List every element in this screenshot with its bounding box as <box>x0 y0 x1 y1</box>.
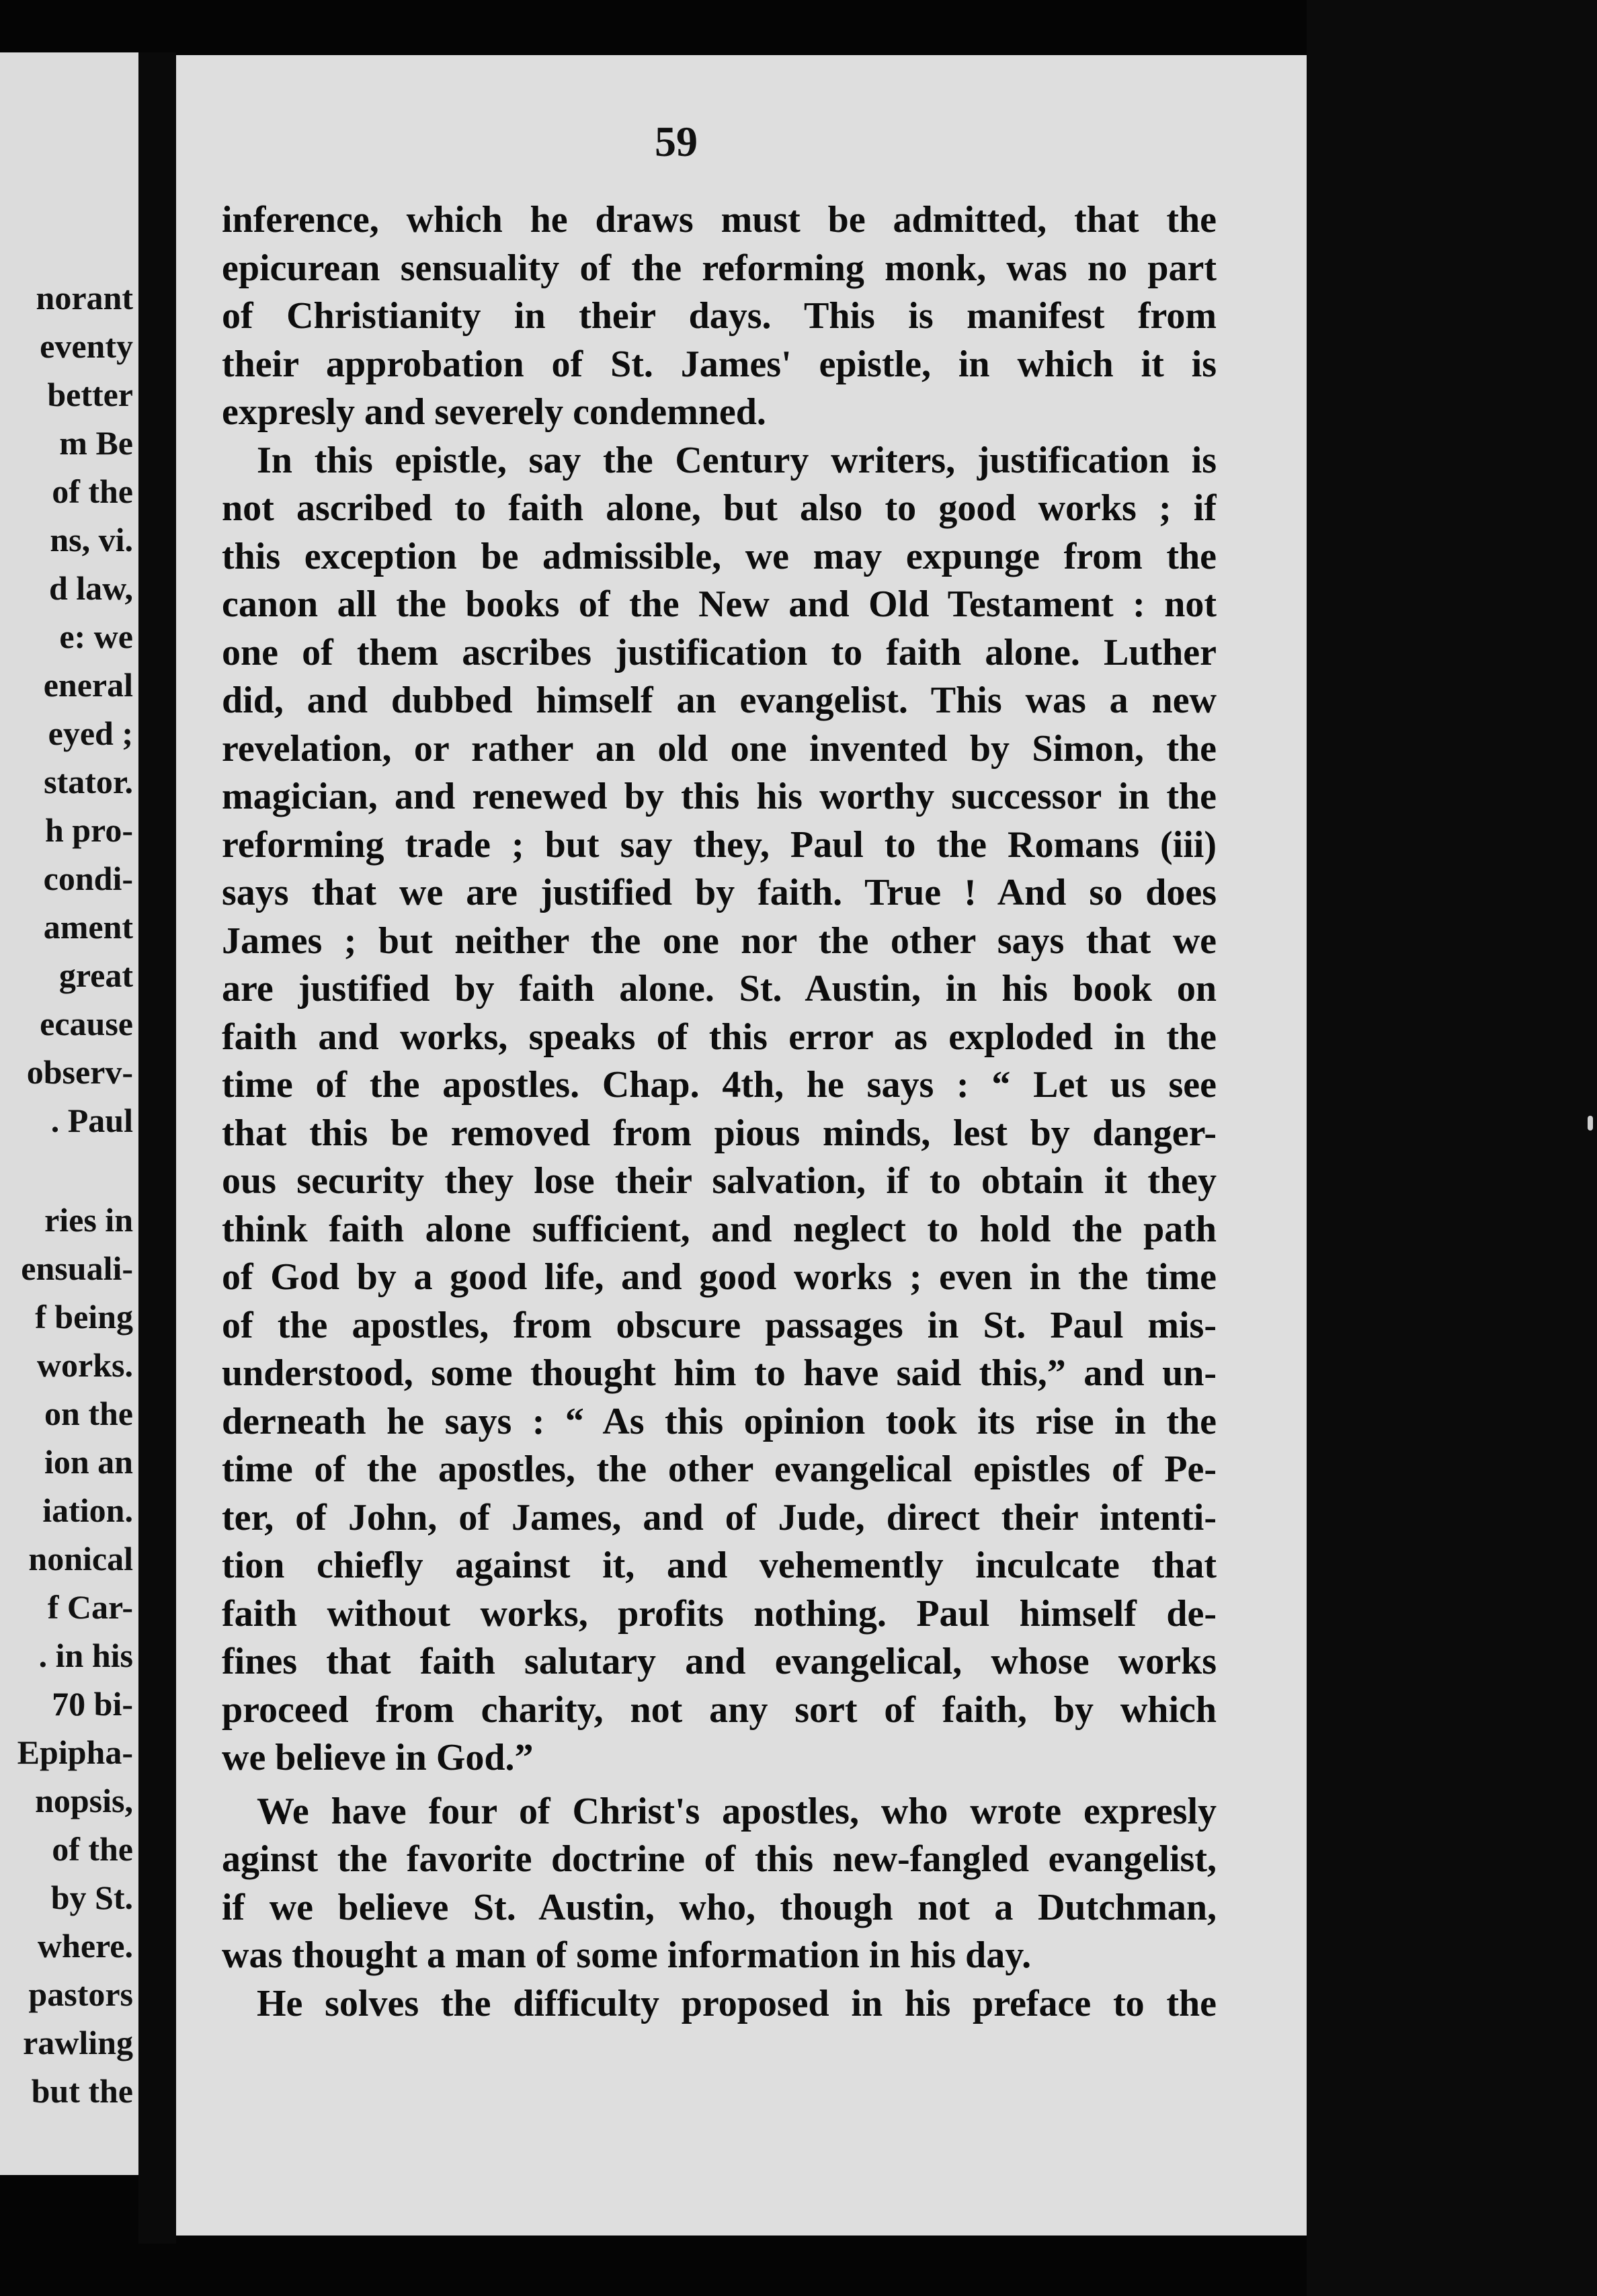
text-line: faith without works, profits nothing. Paul himself de- <box>222 1592 1217 1635</box>
left-page-line: d law, <box>48 569 133 607</box>
text-line: understood, some thought him to have said this,” and un- <box>222 1352 1217 1394</box>
text-line: was thought a man of some information in his day. <box>222 1934 1032 1976</box>
left-page-line: e: we <box>59 618 133 655</box>
left-page-line: m Be <box>59 424 133 462</box>
text-line: of the apostles, from obscure passages in St. Paul mis- <box>222 1304 1217 1346</box>
left-page-line: f Car- <box>47 1588 133 1626</box>
text-line: inference, which he draws must be admitted, that the <box>222 199 1217 241</box>
left-page-line: ries in <box>44 1201 133 1239</box>
left-facing-page <box>0 52 138 2175</box>
text-line: epicurean sensuality of the reforming monk, was no part <box>222 247 1217 289</box>
text-line: not ascribed to faith alone, but also to good works ; if <box>222 487 1217 529</box>
left-page-line: stator. <box>44 763 133 801</box>
left-page-line: pastors <box>28 1975 133 2013</box>
text-line: of God by a good life, and good works ; even in the time <box>222 1256 1217 1298</box>
text-line: of Christianity in their days. This is manifest from <box>222 295 1217 337</box>
text-line: revelation, or rather an old one invented by Simon, the <box>222 727 1217 770</box>
scan-speck <box>1588 1116 1593 1131</box>
text-line: In this epistle, say the Century writers, justification is <box>257 439 1217 481</box>
left-page-line: observ- <box>26 1053 133 1091</box>
left-page-line: ensuali- <box>21 1249 133 1287</box>
text-line: expresly and severely condemned. <box>222 391 766 433</box>
text-line: derneath he says : “ As this opinion took its rise in the <box>222 1400 1217 1442</box>
left-page-line: eyed ; <box>48 714 133 752</box>
text-line: their approbation of St. James' epistle, in which it is <box>222 343 1217 385</box>
text-line: one of them ascribes justification to faith alone. Luther <box>222 631 1217 673</box>
main-page <box>176 55 1307 2236</box>
left-page-line: of the <box>52 1830 133 1868</box>
left-page-line: nopsis, <box>35 1782 133 1819</box>
text-line: ter, of John, of James, and of Jude, direct their intenti- <box>222 1496 1217 1539</box>
left-page-line: . Paul <box>50 1102 133 1139</box>
left-page-line: of the <box>52 473 133 510</box>
left-page-line: by St. <box>50 1879 133 1916</box>
left-page-line: iation. <box>42 1491 133 1529</box>
left-page-line: eventy <box>40 327 133 365</box>
text-line: reforming trade ; but say they, Paul to the Romans (iii) <box>222 823 1217 866</box>
text-line: we believe in God.” <box>222 1737 534 1778</box>
text-line: aginst the favorite doctrine of this new-fangled evangelist, <box>222 1838 1217 1880</box>
text-line: if we believe St. Austin, who, though not a Dutchman, <box>222 1886 1217 1928</box>
text-line: proceed from charity, not any sort of faith, by which <box>222 1688 1217 1731</box>
text-line: says that we are justified by faith. True ! And so does <box>222 872 1217 913</box>
left-page-line: eneral <box>43 666 133 704</box>
text-line: faith and works, speaks of this error as exploded in the <box>222 1016 1217 1058</box>
book-gutter <box>138 52 176 2244</box>
text-line: magician, and renewed by this his worthy successor in the <box>222 776 1217 817</box>
left-page-line: condi- <box>43 860 133 897</box>
left-page-line: better <box>47 376 133 413</box>
left-page-line: but the <box>31 2072 133 2110</box>
text-line: tion chiefly against it, and vehemently inculcate that <box>222 1545 1217 1586</box>
left-page-line: 70 bi- <box>52 1685 133 1723</box>
text-line: canon all the books of the New and Old Testament : not <box>222 583 1217 625</box>
left-page-line: nonical <box>28 1540 133 1577</box>
left-page-line: Epipha- <box>17 1733 133 1771</box>
text-line: fines that faith salutary and evangelical, whose works <box>222 1641 1217 1682</box>
scan-background <box>1307 0 1597 2296</box>
left-page-line: ament <box>43 908 133 946</box>
page-number: 59 <box>655 118 698 165</box>
text-line: think faith alone sufficient, and neglect to hold the path <box>222 1208 1217 1250</box>
text-line: that this be removed from pious minds, lest by danger- <box>222 1112 1217 1154</box>
text-line: did, and dubbed himself an evangelist. This was a new <box>222 680 1217 721</box>
left-page-line: where. <box>37 1927 133 1965</box>
left-page-line: h pro- <box>44 811 133 849</box>
left-page-line: works. <box>36 1346 133 1384</box>
text-line: James ; but neither the one nor the other says that we <box>222 919 1217 962</box>
left-page-line: on the <box>44 1395 133 1432</box>
left-page-line: rawling <box>23 2024 133 2061</box>
left-page-line: ns, vi. <box>50 521 133 559</box>
text-line: time of the apostles, the other evangelical epistles of Pe- <box>222 1448 1217 1490</box>
left-page-line: ecause <box>40 1005 133 1042</box>
text-line: are justified by faith alone. St. Austin, in his book on <box>222 968 1217 1010</box>
left-page-line: norant <box>36 279 133 317</box>
body-text <box>222 196 1217 2028</box>
text-line: this exception be admissible, we may expunge from the <box>222 535 1217 577</box>
text-line: ous security they lose their salvation, if to obtain it they <box>222 1160 1217 1202</box>
text-line: time of the apostles. Chap. 4th, he says : “ Let us see <box>222 1064 1217 1106</box>
left-page-line: f being <box>35 1298 133 1336</box>
text-line: We have four of Christ's apostles, who wrote expresly <box>257 1790 1217 1832</box>
left-page-line: ion an <box>44 1443 133 1481</box>
text-line: He solves the difficulty proposed in his preface to the <box>257 1982 1217 2024</box>
left-page-line: great <box>58 956 133 994</box>
left-page-line: . in his <box>38 1637 133 1674</box>
